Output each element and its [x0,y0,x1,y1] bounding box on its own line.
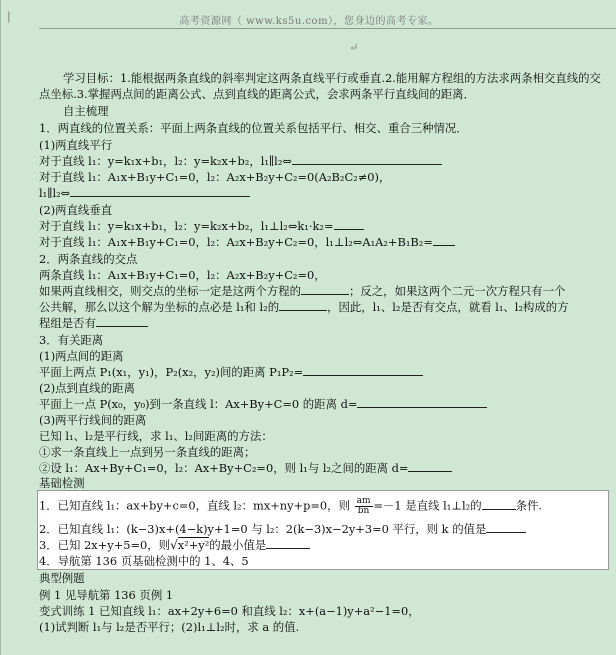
point-line-distance-formula [39,397,487,411]
two-point-distance-formula [39,365,423,379]
answer-blank[interactable] [279,300,327,311]
variant-training-1-questions: (1)试判断 l₁与 l₂是否平行；(2)l₁⊥l₂时，求 a 的值. [39,620,300,634]
header-rule [39,28,616,29]
question-3 [39,538,310,552]
q1-fraction [355,497,373,516]
basic-test-title: 基础检测 [39,476,85,490]
corner-mark-left: | [7,10,11,23]
intersection-line-3a: 公共解，那么以这个解为坐标的点必是 l₁和 l₂的 [39,300,280,314]
answer-blank[interactable] [301,284,349,295]
perpendicular-title: (2)两直线垂直 [39,203,113,217]
intersection-line-1: 两条直线 l₁：A₁x+B₁y+C₁=0，l₂：A₂x+B₂y+C₂=0， [39,268,326,282]
sqrt-sign: √ [170,538,178,552]
parallel-line-3-text: l₁∥l₂⇔ [39,186,71,200]
perpendicular-line-1 [39,219,364,233]
answer-blank[interactable] [486,522,526,533]
section-2-title: 2．两条直线的交点 [39,252,138,266]
section-3-title: 3．有关距离 [39,333,104,347]
answer-blank[interactable] [266,538,310,549]
perpendicular-line-2 [39,235,455,249]
answer-blank[interactable] [303,365,423,376]
parallel-distance-line-3-text: ②设 l₁：Ax+By+C₁=0，l₂：Ax+By+C₂=0，则 l₁与 l₂之间的距离 d= [39,461,409,475]
answer-blank[interactable] [70,186,250,197]
intersection-line-2b: ；反之，如果这两个二元一次方程只有一个 [349,284,566,298]
parallel-distance-title: (3)两平行线间的距离 [39,413,147,427]
perpendicular-line-2-text: 对于直线 l₁：A₁x+B₁y+C₁=0，l₂：A₂x+B₂y+C₂=0，l₁⊥l₂⇔A₁A₂+B₁B₂= [39,235,433,249]
parallel-distance-line-1: 已知 l₁、l₂是平行线，求 l₁、l₂间距离的方法： [39,429,273,443]
answer-blank[interactable] [96,316,148,327]
question-1-text-b: =－1 是直线 l₁⊥l₂的 [373,498,482,513]
question-2-text: 2．已知直线 l₁：(k−3)x+(4−k)y+1=0 与 l₂：2(k−3)x−2y+3=0 平行，则 k 的值是 [39,522,487,536]
intersection-line-2 [39,284,565,298]
learning-objectives: 学习目标：1.能根据两条直线的斜率判定这两条直线平行或垂直.2.能用解方程组的方法求两条相交直线的交点坐标.3.掌握两点间的距离公式、点到直线的距离公式，会求两条平行直线间的距离． [39,71,601,101]
point-line-distance-title: (2)点到直线的距离 [39,381,135,395]
parallel-line-1-text: 对于直线 l₁：y=k₁x+b₁，l₂：y=k₂x+b₂，l₁∥l₂⇔ [39,154,292,168]
answer-blank[interactable] [433,235,455,246]
example-1: 例 1 见导航第 136 页例 1 [39,588,174,602]
intersection-line-3 [39,300,569,314]
answer-blank[interactable] [357,397,487,408]
point-line-distance-text: 平面上一点 P(x₀，y₀)到一条直线 l：Ax+By+C=0 的距离 d= [39,397,358,411]
intersection-line-4 [39,316,148,330]
q1-numerator: am [356,496,371,506]
parallel-line-3 [39,186,250,200]
parallel-line-1 [39,154,442,168]
return-mark: ↵ [349,40,359,54]
question-1-text: 1．已知直线 l₁：ax+by+c=0，直线 l₂：mx+ny+p=0，则 [39,498,350,513]
question-2 [39,522,526,536]
question-3-text-a: 3．已知 2x+y+5=0，则 [39,538,171,552]
examples-title: 典型例题 [39,571,85,585]
answer-blank[interactable] [334,219,364,230]
variant-training-1: 变式训练 1 已知直线 l₁：ax+2y+6=0 和直线 l₂：x+(a−1)y+a²−1=0， [39,604,420,618]
question-1 [39,497,542,516]
parallel-distance-line-3 [39,461,452,475]
parallel-title: (1)两直线平行 [39,138,113,152]
q1-denominator: bn [357,506,370,516]
page-header: 高考资源网（ www.ks5u.com），您身边的高考专家。 [179,16,439,27]
self-study-title: 自主梳理 [63,104,109,118]
q3-radicand: x²+y² [177,538,210,552]
parallel-line-2: 对于直线 l₁：A₁x+B₁y+C₁=0，l₂：A₂x+B₂y+C₂=0(A₂B₂C₂≠0)， [39,170,391,184]
section-1-title: 1．两直线的位置关系：平面上两条直线的位置关系包括平行、相交、重合三种情况． [39,121,468,135]
intersection-line-4-text: 程组是否有 [39,316,96,330]
answer-blank[interactable] [292,154,442,165]
intersection-line-3b: ，因此，l₁、l₂是否有交点，就看 l₁、l₂构成的方 [327,300,569,314]
intersection-line-2a: 如果两直线相交，则交点的坐标一定是这两个方程的 [39,284,301,298]
question-4: 4．导航第 136 页基础检测中的 1、4、5 [39,554,249,568]
question-1-text-c: 条件. [515,498,543,513]
question-3-text-b: 的最小值是 [209,538,267,552]
answer-blank[interactable] [408,461,452,472]
parallel-distance-line-2: ①求一条直线上一点到另一条直线的距离； [39,445,256,459]
answer-blank[interactable] [482,499,516,510]
perpendicular-line-1-text: 对于直线 l₁：y=k₁x+b₁，l₂：y=k₂x+b₂，l₁⊥l₂⇔k₁·k₂= [39,219,334,233]
two-point-distance-title: (1)两点间的距离 [39,349,124,363]
two-point-distance-text: 平面上两点 P₁(x₁，y₁)，P₂(x₂，y₂)间的距离 P₁P₂= [39,365,304,379]
